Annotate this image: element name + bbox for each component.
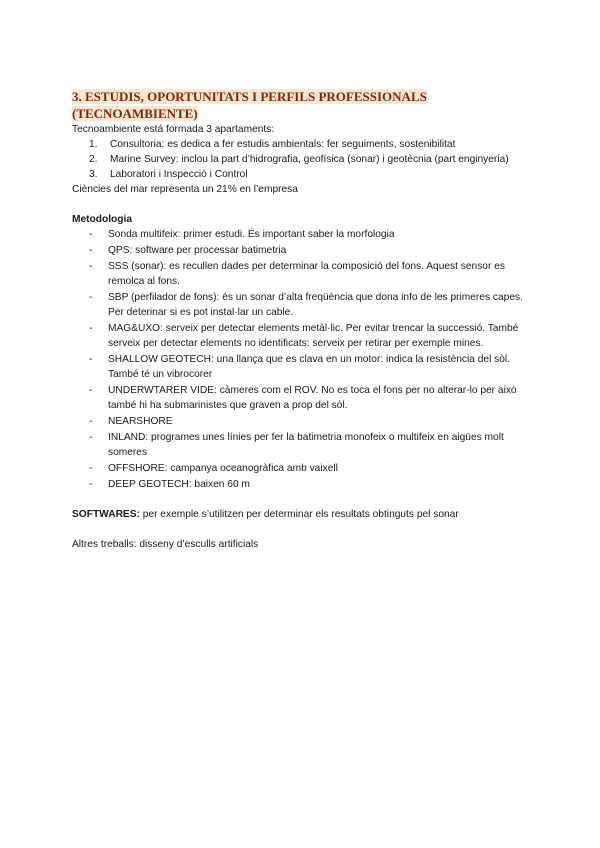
apartment-text: Marine Survey: inclou la part d’hidrografia, geofísica (sonar) i geotècnia (part enginyeria) [110, 154, 509, 165]
methodology-text: SSS (sonar): es recullen dades per determinar la composició del fons. Aquest sensor es remolca al fons. [108, 261, 505, 287]
methodology-item [72, 259, 532, 289]
softwares-text: per exemple s’utilitzen per determinar els resultats obtinguts pel sonar [139, 509, 459, 520]
methodology-item [72, 430, 532, 460]
dash-bullet: - [89, 463, 93, 474]
methodology-text: NEARSHORE [108, 416, 173, 427]
methodology-text: Sonda multifeix: primer estudi. És important saber la morfologia [108, 229, 395, 240]
methodology-item [72, 321, 532, 351]
apartments-list [72, 137, 532, 182]
dash-bullet: - [89, 292, 93, 303]
methodology-text: UNDERWTARER VIDE: càmeres com el ROV. No es toca el fons per no alterar-lo per això també hi ha submarinistes que graven a prop del sòl. [108, 385, 517, 411]
methodology-title: Metodologia [72, 214, 132, 225]
altres-text: Altres treballs: disseny d’esculls artificials [72, 539, 259, 550]
methodology-text: INLAND: programes unes línies per fer la batimetria monofeix o multifeix en aigües molt someres [108, 432, 504, 458]
softwares-paragraph [72, 507, 532, 522]
apartment-item [72, 137, 532, 152]
document-body [72, 88, 532, 552]
sea-sciences-text: Ciències del mar representa un 21% en l’empresa [72, 184, 298, 195]
methodology-item [72, 383, 532, 413]
methodology-text: SHALLOW GEOTECH: una llança que es clava en un motor: indica la resistència del sòl. També té un vibrocorer [108, 354, 511, 380]
methodology-text: DEEP GEOTECH: baixen 60 m [108, 479, 250, 490]
dash-bullet: - [89, 323, 93, 334]
methodology-item [72, 290, 532, 320]
dash-bullet: - [89, 416, 93, 427]
dash-bullet: - [89, 245, 93, 256]
methodology-text: QPS: software per processar batimetria [108, 245, 287, 256]
dash-bullet: - [89, 385, 93, 396]
intro-text: Tecnoambiente está formada 3 apartaments: [72, 124, 275, 135]
methodology-item [72, 461, 532, 476]
methodology-item [72, 227, 532, 242]
methodology-item [72, 477, 532, 492]
methodology-item [72, 243, 532, 258]
dash-bullet: - [89, 479, 93, 490]
methodology-item [72, 414, 532, 429]
dash-bullet: - [89, 432, 93, 443]
dash-bullet: - [89, 354, 93, 365]
dash-bullet: - [89, 229, 93, 240]
apartment-text: Consultoria: es dedica a fer estudis ambientals: fer seguiments, sostenibilitat [110, 139, 456, 150]
list-number: 1. [89, 139, 98, 150]
methodology-text: OFFSHORE: campanya oceanogràfica amb vaixell [108, 463, 338, 474]
list-number: 3. [89, 169, 98, 180]
apartment-item [72, 167, 532, 182]
apartment-item [72, 152, 532, 167]
methodology-text: SBP (perfilador de fons): és un sonar d’alta freqüència que dona info de les primeres capes. Per deterinar si es pot instal·lar un cable. [108, 292, 523, 318]
list-number: 2. [89, 154, 98, 165]
softwares-label: SOFTWARES: [72, 509, 140, 520]
heading-line-1: 3. ESTUDIS, OPORTUNITATS I PERFILS PROFESSIONALS [72, 89, 427, 104]
apartment-text: Laboratori i Inspecció i Control [110, 169, 248, 180]
heading-line-2: (TECNOAMBIENTE) [72, 106, 198, 121]
methodology-item [72, 352, 532, 382]
methodology-list [72, 227, 532, 492]
dash-bullet: - [89, 261, 93, 272]
methodology-text: MAG&UXO: serveix per detectar elements metàl·lic. Per evitar trencar la successió. També serveix per detectar elements no identificats: serveix per retirar per exemple mines. [108, 323, 519, 349]
section-heading [72, 88, 532, 122]
